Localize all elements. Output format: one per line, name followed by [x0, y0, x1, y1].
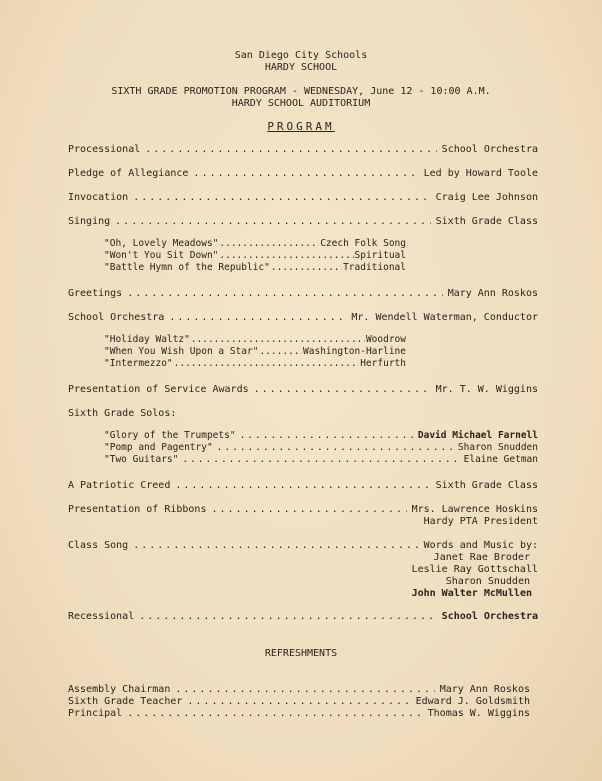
staff-name: Edward J. Goldsmith: [415, 696, 530, 707]
leader-dots: [127, 288, 443, 300]
song-source: Traditional: [343, 262, 406, 273]
leader-dots: [259, 346, 302, 358]
item-performer: Mary Ann Roskos: [447, 288, 538, 299]
leader-dots: [169, 312, 346, 324]
piece-title: "Holiday Waltz": [104, 334, 190, 345]
leader-dots: [133, 192, 430, 204]
item-name: Sixth Grade Solos:: [68, 408, 177, 419]
item-performer: School Orchestra: [441, 611, 538, 622]
program-item: [68, 609, 538, 623]
event-location: HARDY SCHOOL AUDITORIUM: [231, 98, 371, 109]
item-name: A Patriotic Creed: [68, 480, 171, 491]
piece-composer: Herfurth: [360, 358, 406, 369]
piece-row: [104, 358, 406, 370]
school-name: HARDY SCHOOL: [264, 62, 338, 73]
leader-dots: [193, 168, 418, 180]
solo-performer: Elaine Getman: [463, 454, 538, 465]
staff-name: Mary Ann Roskos: [439, 684, 530, 695]
solo-row: [104, 442, 538, 454]
song-row: [104, 262, 406, 274]
leader-dots: [219, 250, 353, 262]
leader-dots: [115, 216, 430, 228]
song-row: [104, 238, 406, 250]
leader-dots: [174, 358, 360, 370]
solo-row: [104, 430, 538, 442]
leader-dots: [271, 262, 342, 274]
song-credit: John Walter McMullen: [411, 588, 532, 599]
program-item: [68, 286, 538, 300]
song-credit: Sharon Snudden: [445, 576, 530, 587]
solo-title: "Pomp and Pagentry": [104, 442, 213, 453]
program-item: [68, 478, 538, 492]
leader-dots: [175, 480, 430, 492]
staff-role: Assembly Chairman: [68, 684, 171, 695]
program-item: [68, 502, 538, 516]
song-title: "Oh, Lovely Meadows": [104, 238, 219, 249]
piece-title: "Intermezzo": [104, 358, 173, 369]
solo-title: "Two Guitars": [104, 454, 179, 465]
song-source: Czech Folk Song: [320, 238, 406, 249]
leader-dots: [211, 504, 406, 516]
item-name: Singing: [68, 216, 111, 227]
leader-dots: [240, 430, 414, 442]
item-performer: School Orchestra: [441, 144, 538, 155]
song-row: [104, 250, 406, 262]
item-performer: Mr. Wendell Waterman, Conductor: [351, 312, 538, 323]
leader-dots: [191, 334, 365, 346]
leader-dots: [139, 611, 436, 623]
item-name: Invocation: [68, 192, 129, 203]
program-item: [68, 406, 538, 420]
item-performer: Led by Howard Toole: [423, 168, 538, 179]
piece-composer: Washington-Harline: [303, 346, 406, 357]
piece-row: [104, 334, 406, 346]
district-name: San Diego City Schools: [234, 50, 368, 61]
song-credit: Leslie Ray Gottschall: [411, 564, 538, 575]
program-item: [68, 190, 538, 204]
leader-dots: [219, 238, 319, 250]
leader-dots: [182, 454, 459, 466]
program-item: [68, 214, 538, 228]
refreshments-heading: REFRESHMENTS: [264, 648, 338, 659]
leader-dots: [127, 708, 422, 720]
item-performer: Sixth Grade Class: [435, 216, 538, 227]
item-name: Pledge of Allegiance: [68, 168, 189, 179]
program-item: [68, 142, 538, 156]
song-title: "Battle Hymn of the Republic": [104, 262, 270, 273]
solo-performer: David Michael Farnell: [417, 430, 538, 441]
leader-dots: [217, 442, 454, 454]
item-name: School Orchestra: [68, 312, 165, 323]
item-performer: Craig Lee Johnson: [435, 192, 538, 203]
piece-row: [104, 346, 406, 358]
item-name: Class Song: [68, 540, 129, 551]
item-performer: Mr. T. W. Wiggins: [435, 384, 538, 395]
event-title: SIXTH GRADE PROMOTION PROGRAM - WEDNESDAY, June 12 - 10:00 A.M.: [111, 86, 491, 97]
item-name: Greetings: [68, 288, 123, 299]
item-name: Recessional: [68, 611, 135, 622]
program-item: [68, 382, 538, 396]
item-performer: Words and Music by:: [423, 540, 538, 551]
ribbons-presenter-title: Hardy PTA President: [423, 516, 538, 527]
leader-dots: [133, 540, 418, 552]
piece-composer: Woodrow: [365, 334, 406, 345]
staff-role: Sixth Grade Teacher: [68, 696, 183, 707]
program-heading: PROGRAM: [267, 120, 335, 133]
song-source: Spiritual: [354, 250, 406, 261]
solo-row: [104, 454, 538, 466]
staff-name: Thomas W. Wiggins: [427, 708, 530, 719]
solo-performer: Sharon Snudden: [457, 442, 538, 453]
staff-role: Principal: [68, 708, 123, 719]
item-name: Presentation of Service Awards: [68, 384, 249, 395]
item-performer: Sixth Grade Class: [435, 480, 538, 491]
piece-title: "When You Wish Upon a Star": [104, 346, 259, 357]
leader-dots: [145, 144, 436, 156]
program-item: [68, 538, 538, 552]
program-item: [68, 166, 538, 180]
song-title: "Won't You Sit Down": [104, 250, 219, 261]
solo-title: "Glory of the Trumpets": [104, 430, 236, 441]
leader-dots: [254, 384, 431, 396]
item-performer: Mrs. Lawrence Hoskins: [411, 504, 538, 515]
program-item: [68, 310, 538, 324]
item-name: Presentation of Ribbons: [68, 504, 207, 515]
staff-row: [68, 706, 530, 720]
song-credit: Janet Rae Broder: [433, 552, 530, 563]
item-name: Processional: [68, 144, 141, 155]
